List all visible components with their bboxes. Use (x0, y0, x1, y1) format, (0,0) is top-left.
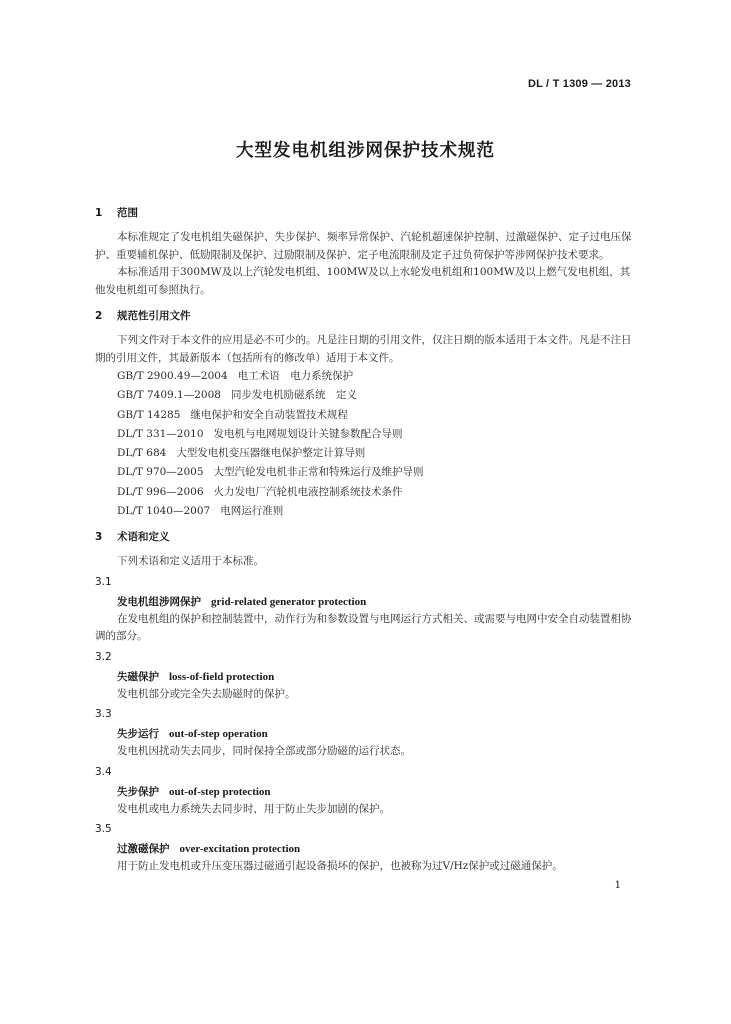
term-number: 3.3 (95, 708, 112, 721)
reference-name: 同步发电机励磁系统 定义 (230, 389, 357, 402)
term-definition: 发电机或电力系统失去同步时，用于防止失步加剧的保护。 (117, 802, 390, 815)
section-heading-references (95, 308, 633, 324)
reference-item (117, 444, 633, 463)
reference-item (117, 406, 633, 425)
term-number: 3.1 (95, 575, 112, 588)
reference-item (117, 386, 633, 405)
term-english: out-of-step operation (169, 728, 268, 741)
term-english: out-of-step protection (169, 785, 271, 798)
document-body (95, 205, 633, 876)
term-entry (95, 594, 633, 611)
section-title: 范围 (117, 207, 138, 219)
section-heading-scope (95, 205, 633, 221)
term-english: grid-related generator protection (211, 595, 367, 608)
term-definition: 在发电机组的保护和控制装置中，动作行为和参数设置与电网运行方式相关、或需要与电网中安全自动装置相协调的部分。 (95, 612, 632, 643)
reference-name: 电网运行准则 (220, 505, 284, 518)
term-number: 3.2 (95, 650, 112, 663)
reference-name: 电工术语 电力系统保护 (237, 370, 354, 382)
reference-item (117, 367, 633, 386)
reference-code: GB/T 14285 (117, 408, 181, 421)
scope-paragraph-1: 本标准规定了发电机组失磁保护、失步保护、频率异常保护、汽轮机超速保护控制、过激磁保护、定子过电压保护、重要辅机保护、低励限制及保护、过励限制及保护、定子电流限制及定子过负荷保护等涉网保护技术要求。 (95, 231, 632, 261)
term-chinese: 发电机组涉网保护 (117, 595, 201, 608)
term-english: loss-of-field protection (169, 670, 275, 683)
reference-name: 继电保护和安全自动装置技术规程 (190, 408, 348, 421)
reference-code: DL/T 970—2005 (117, 466, 204, 479)
reference-name: 火力发电厂汽轮机电液控制系统技术条件 (213, 485, 403, 498)
scope-paragraph-2: 本标准适用于300MW及以上汽轮发电机组、100MW及以上水轮发电机组和100MW及以上燃气发电机组，其他发电机组可参照执行。 (95, 266, 631, 296)
term-chinese: 失步保护 (117, 785, 159, 798)
reference-item (117, 425, 633, 444)
section-heading-terms (95, 529, 633, 545)
reference-item (117, 483, 633, 502)
reference-code: GB/T 2900.49—2004 (117, 370, 228, 382)
standard-code: DL / T 1309 — 2013 (527, 78, 631, 90)
section-number: 2 (95, 310, 103, 322)
section-number: 1 (95, 207, 103, 219)
reference-name: 大型汽轮发电机非正常和特殊运行及维护导则 (213, 466, 424, 479)
term-entry (95, 784, 633, 801)
term-chinese: 过激磁保护 (117, 843, 170, 856)
page-number: 1 (614, 880, 621, 891)
term-definition: 发电机因扰动失去同步，同时保持全部或部分励磁的运行状态。 (117, 745, 411, 758)
reference-item (117, 463, 633, 482)
reference-code: DL/T 331—2010 (117, 427, 204, 440)
section-number: 3 (95, 531, 103, 544)
references-intro: 下列文件对于本文件的应用是必不可少的。凡是注日期的引用文件，仅注日期的版本适用于本文件。凡是不注日期的引用文件，其最新版本（包括所有的修改单）适用于本文件。 (95, 334, 632, 364)
terms-intro: 下列术语和定义适用于本标准。 (117, 555, 264, 568)
term-number: 3.4 (95, 765, 112, 778)
term-english: over-excitation protection (179, 843, 301, 856)
reference-name: 大型发电机变压器继电保护整定计算导则 (176, 447, 366, 460)
reference-item (117, 502, 633, 521)
term-chinese: 失步运行 (117, 728, 159, 741)
term-entry (95, 841, 633, 858)
section-title: 术语和定义 (117, 531, 170, 544)
reference-code: DL/T 1040—2007 (117, 505, 211, 518)
section-title: 规范性引用文件 (117, 310, 191, 322)
reference-code: DL/T 684 (117, 447, 167, 460)
reference-list (95, 367, 633, 521)
reference-code: DL/T 996—2006 (117, 485, 204, 498)
term-definition: 用于防止发电机或升压变压器过磁通引起设备损坏的保护，也被称为过V/Hz保护或过磁通保护。 (117, 860, 563, 873)
reference-name: 发电机与电网规划设计关键参数配合导则 (213, 427, 403, 440)
term-definition: 发电机部分或完全失去励磁时的保护。 (117, 687, 296, 700)
term-entry (95, 726, 633, 743)
document-title: 大型发电机组涉网保护技术规范 (236, 141, 495, 161)
term-number: 3.5 (95, 823, 112, 836)
reference-code: GB/T 7409.1—2008 (117, 389, 221, 402)
term-chinese: 失磁保护 (117, 670, 159, 683)
term-entry (95, 669, 633, 686)
